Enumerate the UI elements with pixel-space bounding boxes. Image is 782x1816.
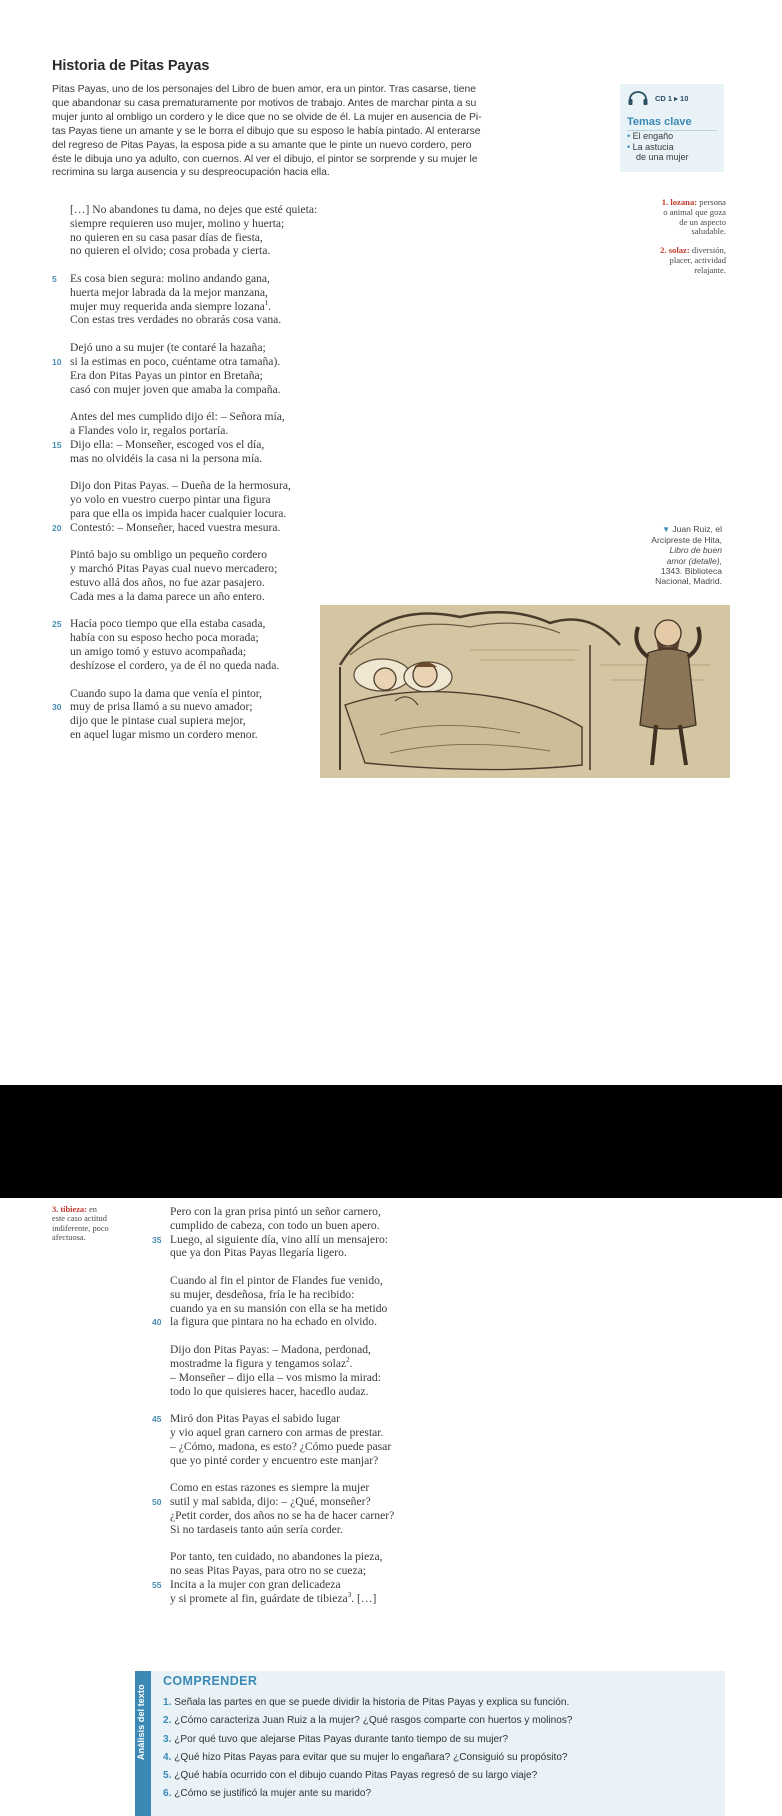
poem-line: siempre requieren uso mujer, molino y huerta; [70, 216, 285, 230]
poem-line: Era don Pitas Payas un pintor en Bretaña; [70, 368, 263, 382]
intro-line: del regreso de Pitas Payas, la esposa pide a su amante que le pinte un nuevo cordero, pero [52, 139, 472, 151]
poem-line: estuvo allá dos años, no fue azar pasajero. [70, 575, 265, 589]
question-item: 5. ¿Qué había ocurrido con el dibujo cuando Pitas Payas regresó de su largo viaje? [163, 1770, 538, 1782]
footnote-ref: 3 [347, 1590, 352, 1599]
poem-line: 30 muy de prisa llamó a su nuevo amador; [52, 700, 253, 714]
poem-line: no quieren en su casa pasar días de fiesta, [70, 230, 263, 244]
poem-line: 5 Es cosa bien segura: molino andando gana, [52, 272, 270, 286]
intro-line: Pitas Payas, uno de los personajes del Libro de buen amor, era un pintor. Tras casarse, tiene [52, 84, 476, 95]
poem-part-1 [52, 203, 318, 756]
headphones-icon [627, 91, 649, 105]
line-number: 25 [52, 619, 62, 630]
poem-line: y marchó Pitas Payas cual nuevo mercadero; [70, 562, 278, 576]
line-number: 20 [52, 522, 62, 533]
intro-line: recrimina su larga ausencia y su despreocupación hacia ella. [52, 167, 330, 179]
line-number: 45 [152, 1414, 162, 1425]
poem-line: Cada mes a la dama parece un año entero. [70, 589, 265, 603]
poem-line: y si promete al fin, guárdate de tibieza$^3$. […] [170, 1590, 377, 1605]
poem-stanza [152, 1205, 394, 1260]
poem-stanza [70, 548, 317, 603]
theme-item: • La astucia [627, 141, 674, 152]
bullet-icon: • [627, 141, 633, 152]
poem-line: deshízose el cordero, ya de él no queda nada. [70, 658, 280, 672]
poem-line: Cuando al fin el pintor de Flandes fue venido, [170, 1274, 383, 1288]
intro-paragraph [52, 83, 512, 180]
poem-line: para que ella os impida hacer cualquier locura. [70, 506, 287, 520]
footnote-ref: 2 [346, 1356, 350, 1365]
poem-line: mas no olvidéis la casa ni la persona mía. [70, 451, 263, 465]
intro-line: éste le dibuja uno ya adulto, con cuernos. Al ver el dibujo, el pintor se sorprende y su mujer le [52, 153, 478, 165]
poem-line: y vio aquel gran carnero con armas de prestar. [170, 1426, 384, 1440]
bullet-icon: • [627, 131, 633, 141]
question-item: 6. ¿Cómo se justificó la mujer ante su marido? [163, 1788, 372, 1800]
poem-line: Pintó bajo su ombligo un pequeño cordero [70, 548, 268, 562]
poem-stanza [52, 272, 317, 327]
intro-line: tas Payas tiene un amante y se le borra el dibujo que su esposo le había pintado. Al enterarse [52, 125, 481, 137]
comprender-title: COMPRENDER [163, 1674, 258, 1688]
poem-line: […] No abandones tu dama, no dejes que esté quieta: [70, 203, 318, 216]
poem-line: – ¿Cómo, madona, es esto? ¿Cómo puede pasar [170, 1439, 392, 1453]
page-divider [0, 1085, 782, 1198]
question-item: 2. ¿Cómo caracteriza Juan Ruiz a la mujer? ¿Qué rasgos comparte con huertos y molinos? [163, 1715, 573, 1727]
themes-title: Temas clave [627, 116, 717, 131]
line-number: 40 [152, 1317, 162, 1328]
image-caption: ▼ Juan Ruiz, el Arcipreste de Hita, Libro de buen amor (detalle), 1343. Biblioteca Nacional, Madrid. [651, 524, 722, 587]
poem-line: a Flandes volo ir, regalos portaría. [70, 424, 229, 438]
poem-line: mostradme la figura y tengamos solaz$^2$. [170, 1356, 353, 1370]
poem-stanza [152, 1481, 395, 1536]
audio-track[interactable] [627, 90, 717, 106]
key-themes-box [620, 84, 724, 172]
poem-stanza [52, 410, 317, 465]
poem-line: 10 si la estimas en poco, cuéntame otra tamaña). [52, 354, 281, 368]
glossary-note-2: 2. solaz: diversión, placer, actividad relajante. [660, 245, 726, 275]
poem-stanza [52, 617, 317, 672]
poem-line: cumplido de cabeza, con todo un buen apero. [170, 1218, 380, 1232]
line-number: 50 [152, 1497, 162, 1508]
poem-line: dijo que le pintase cual supiera mejor, [70, 714, 246, 728]
poem-line: huerta mejor labrada da la mejor manzana, [70, 285, 268, 299]
poem-line: que ya don Pitas Payas llegaría ligero. [170, 1246, 347, 1260]
poem-line: Como en estas razones es siempre la mujer [170, 1481, 370, 1495]
poem-line: Con estas tres verdades no obrarás cosa vana. [70, 313, 282, 327]
intro-line: que abandonar su casa prematuramente por motivos de trabajo. Antes de marchar pinta a su [52, 97, 477, 109]
poem-line: Pero con la gran prisa pintó un señor carnero, [170, 1205, 381, 1218]
question-item: 1. Señala las partes en que se puede dividir la historia de Pitas Payas y explica su función. [163, 1697, 570, 1708]
poem-stanza [152, 1274, 394, 1329]
question-list [163, 1694, 723, 1804]
poem-line: Cuando supo la dama que venía el pintor, [70, 686, 263, 700]
poem-line: Si no tardaseis tanto aún sería corder. [170, 1522, 343, 1536]
poem-line: 15 Dijo ella: – Monseñer, escoged vos el día, [52, 437, 265, 451]
poem-line: Dijo don Pitas Payas: – Madona, perdonad, [170, 1343, 371, 1357]
poem-line: no quieren el olvido; cosa probada y cierta. [70, 244, 271, 258]
poem-line: casó con mujer joven que amaba la compaña. [70, 382, 281, 396]
triangle-down-icon: ▼ [662, 525, 673, 534]
poem-stanza [152, 1412, 394, 1467]
poem-line: Dijo don Pitas Payas. – Dueña de la hermosura, [70, 479, 291, 493]
line-number: 55 [152, 1579, 162, 1590]
poem-stanza [152, 1550, 394, 1605]
line-number: 10 [52, 356, 62, 367]
poem-line: yo volo en vuestro cuerpo pintar una figura [70, 493, 271, 507]
poem-line: todo lo que quisieres hacer, hacedlo audaz. [170, 1384, 369, 1398]
poem-line: había con su esposo hecho poca morada; [70, 631, 259, 645]
theme-item-continuation: de una mujer [636, 152, 689, 162]
poem-line: 35 Luego, al siguiente día, vino allí un mensajero: [152, 1232, 388, 1246]
poem-stanza [70, 203, 317, 258]
poem-line: 45 Miró don Pitas Payas el sabido lugar [152, 1412, 341, 1426]
poem-stanza [52, 341, 317, 396]
question-item: 4. ¿Qué hizo Pitas Payas para evitar que su mujer lo engañara? ¿Consiguió su propósito? [163, 1751, 568, 1763]
footnote-ref: 1 [264, 298, 269, 307]
poem-line: 40 la figura que pintara no ha echado en olvido. [152, 1315, 378, 1329]
poem-line: su mujer, desdeñosa, fría le ha recibido: [170, 1287, 355, 1301]
line-number: 5 [52, 274, 57, 285]
poem-line: no seas Pitas Payas, para otro no se cueza; [170, 1564, 367, 1578]
glossary-note-3: 3. tibieza: en este caso actitud indiferente, poco afectuosa. [52, 1205, 109, 1243]
poem-line: 50 sutil y mal sabida, dijo: – ¿Qué, monseñer? [152, 1495, 371, 1509]
theme-item: • El engaño [627, 131, 674, 141]
poem-line: 20 Contestó: – Monseñer, haced vuestra mesura. [52, 520, 281, 534]
question-item: 3. ¿Por qué tuvo que alejarse Pitas Payas durante tanto tiempo de su mujer? [163, 1733, 509, 1745]
poem-stanza [170, 1343, 394, 1398]
analysis-side-label: Análisis del texto [136, 1684, 146, 1760]
poem-line: cuando ya en su mansión con ella se ha metido [170, 1301, 388, 1315]
line-number: 30 [52, 702, 62, 713]
section-title: Historia de Pitas Payas [52, 58, 210, 74]
poem-line: que yo pinté corder y encuentro este manjar? [170, 1453, 379, 1467]
line-number: 35 [152, 1234, 162, 1245]
poem-line: en aquel lugar mismo un cordero menor. [70, 727, 258, 741]
glossary-note-1: 1. lozana: persona o animal que goza de un aspecto saludable. [661, 197, 726, 237]
poem-line: ¿Petit corder, dos años no se ha de hacer carner? [170, 1508, 395, 1522]
poem-stanza [52, 686, 317, 742]
poem-line: mujer muy requerida anda siempre lozana$^1$. [70, 298, 272, 313]
poem-line: – Monseñer – dijo ella – vos mismo la mirad: [170, 1370, 381, 1384]
manuscript-illustration [320, 605, 730, 778]
poem-line: Dejó uno a su mujer (te contaré la hazaña; [70, 341, 266, 355]
poem-stanza [52, 479, 317, 534]
poem-line: Por tanto, ten cuidado, no abandones la pieza, [170, 1550, 383, 1564]
poem-line: 55 Incita a la mujer con gran delicadeza [152, 1577, 341, 1591]
line-number: 15 [52, 439, 62, 450]
poem-part-2 [152, 1205, 395, 1619]
poem-line: 25 Hacía poco tiempo que ella estaba casada, [52, 617, 266, 631]
intro-line: mujer junto al ombligo un cordero y le dice que no se olvide de él. La mujer en ausencia de Pi- [52, 111, 482, 123]
poem-line: un amigo tomó y estuvo acompañada; [70, 645, 247, 659]
poem-line: Antes del mes cumplido dijo él: – Señora mía, [70, 410, 285, 424]
audio-track-label: CD 1 ▸ 10 [655, 93, 689, 103]
